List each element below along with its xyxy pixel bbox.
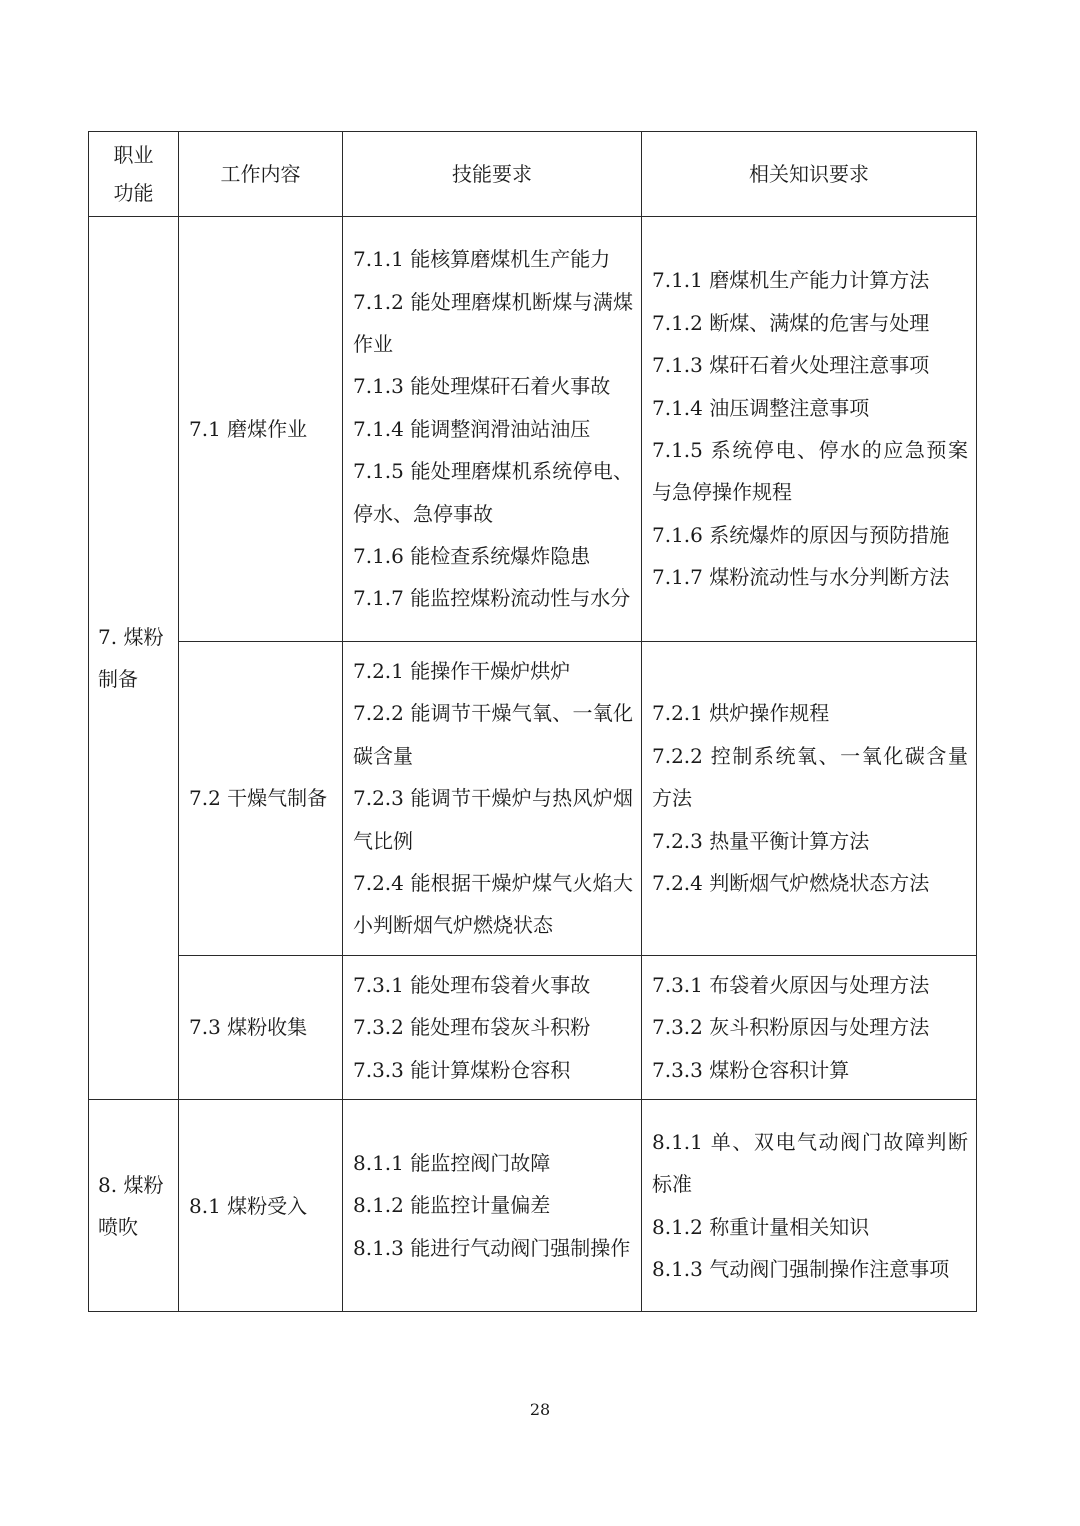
knowledge-item: 7.1.7 煤粉流动性与水分判断方法 (652, 565, 950, 590)
skill-item: 7.3.1 能处理布袋着火事故 (353, 972, 591, 997)
skill-item: 7.2.1 能操作干燥炉烘炉 (353, 659, 571, 683)
knowledge-item: 7.3.3 煤粉仓容积计算 (652, 1057, 850, 1082)
skill-item: 7.1.7 能监控煤粉流动性与水分 (353, 586, 631, 611)
function-line2: 制备 (98, 667, 138, 692)
skill-item: 8.1.2 能监控计量偏差 (353, 1193, 551, 1218)
skill-item: 7.2.3 能调节干燥炉与热风炉烟气比例 (353, 786, 633, 853)
knowledge-item: 7.1.4 油压调整注意事项 (652, 395, 870, 420)
header-function-line1: 职业 (113, 143, 154, 167)
knowledge-item: 7.2.2 控制系统氧、一氧化碳含量方法 (652, 743, 968, 811)
work-content-cell: 8.1 煤粉受入 (179, 1100, 343, 1312)
skills-cell (343, 1100, 642, 1312)
knowledge-item: 8.1.2 称重计量相关知识 (652, 1214, 870, 1239)
skill-item: 7.3.3 能计算煤粉仓容积 (353, 1057, 571, 1082)
table-row (89, 1100, 977, 1312)
knowledge-item: 8.1.1 单、双电气动阀门故障判断标准 (652, 1129, 968, 1197)
function-cell (89, 1100, 179, 1312)
work-content-cell: 7.2 干燥气制备 (179, 642, 343, 956)
knowledge-cell (642, 955, 977, 1099)
function-cell (89, 217, 179, 1100)
skills-cell (343, 642, 642, 956)
function-line1: 8. 煤粉 (98, 1172, 164, 1197)
knowledge-cell (642, 1100, 977, 1312)
skill-item: 8.1.1 能监控阀门故障 (353, 1150, 551, 1175)
table-row (89, 955, 977, 1099)
table-row (89, 217, 977, 642)
page-number: 28 (529, 1400, 551, 1419)
knowledge-item: 7.3.1 布袋着火原因与处理方法 (652, 972, 930, 997)
function-line2: 喷吹 (98, 1214, 138, 1239)
skill-item: 7.1.4 能调整润滑油站油压 (353, 416, 591, 441)
header-function-line2: 功能 (113, 181, 154, 205)
skill-item: 7.1.2 能处理磨煤机断煤与满煤作业 (353, 289, 633, 356)
table-row (89, 642, 977, 956)
knowledge-item: 7.1.5 系统停电、停水的应急预案与急停操作规程 (652, 438, 968, 505)
knowledge-item: 7.2.3 热量平衡计算方法 (652, 828, 870, 853)
skill-item: 7.1.1 能核算磨煤机生产能力 (353, 247, 611, 272)
knowledge-item: 7.1.3 煤矸石着火处理注意事项 (652, 353, 930, 378)
work-content-cell: 7.3 煤粉收集 (179, 955, 343, 1099)
skills-cell (343, 955, 642, 1099)
knowledge-item: 7.2.1 烘炉操作规程 (652, 701, 830, 726)
knowledge-cell (642, 217, 977, 642)
knowledge-item: 8.1.3 气动阀门强制操作注意事项 (652, 1256, 950, 1281)
knowledge-item: 7.1.2 断煤、满煤的危害与处理 (652, 310, 930, 335)
knowledge-item: 7.3.2 灰斗积粉原因与处理方法 (652, 1015, 930, 1040)
skill-item: 7.2.4 能根据干燥炉煤气火焰大小判断烟气炉燃烧状态 (353, 871, 633, 938)
skill-item: 7.1.5 能处理磨煤机系统停电、停水、急停事故 (353, 459, 633, 526)
knowledge-item: 7.1.1 磨煤机生产能力计算方法 (652, 268, 930, 293)
knowledge-item: 7.1.6 系统爆炸的原因与预防措施 (652, 522, 950, 547)
knowledge-item: 7.2.4 判断烟气炉燃烧状态方法 (652, 871, 930, 896)
header-knowledge-requirements: 相关知识要求 (642, 132, 977, 217)
header-function (89, 132, 179, 217)
skill-item: 7.1.6 能检查系统爆炸隐患 (353, 544, 591, 569)
knowledge-cell (642, 642, 977, 956)
skills-cell (343, 217, 642, 642)
header-skill-requirements: 技能要求 (343, 132, 642, 217)
skill-item: 8.1.3 能进行气动阀门强制操作 (353, 1235, 631, 1260)
skill-item: 7.2.2 能调节干燥气氧、一氧化碳含量 (353, 701, 633, 768)
table-header-row (89, 132, 977, 217)
competency-table (88, 131, 977, 1312)
function-line1: 7. 煤粉 (98, 625, 164, 650)
work-content-cell: 7.1 磨煤作业 (179, 217, 343, 642)
skill-item: 7.1.3 能处理煤矸石着火事故 (353, 374, 611, 399)
skill-item: 7.3.2 能处理布袋灰斗积粉 (353, 1015, 591, 1040)
header-work-content: 工作内容 (179, 132, 343, 217)
